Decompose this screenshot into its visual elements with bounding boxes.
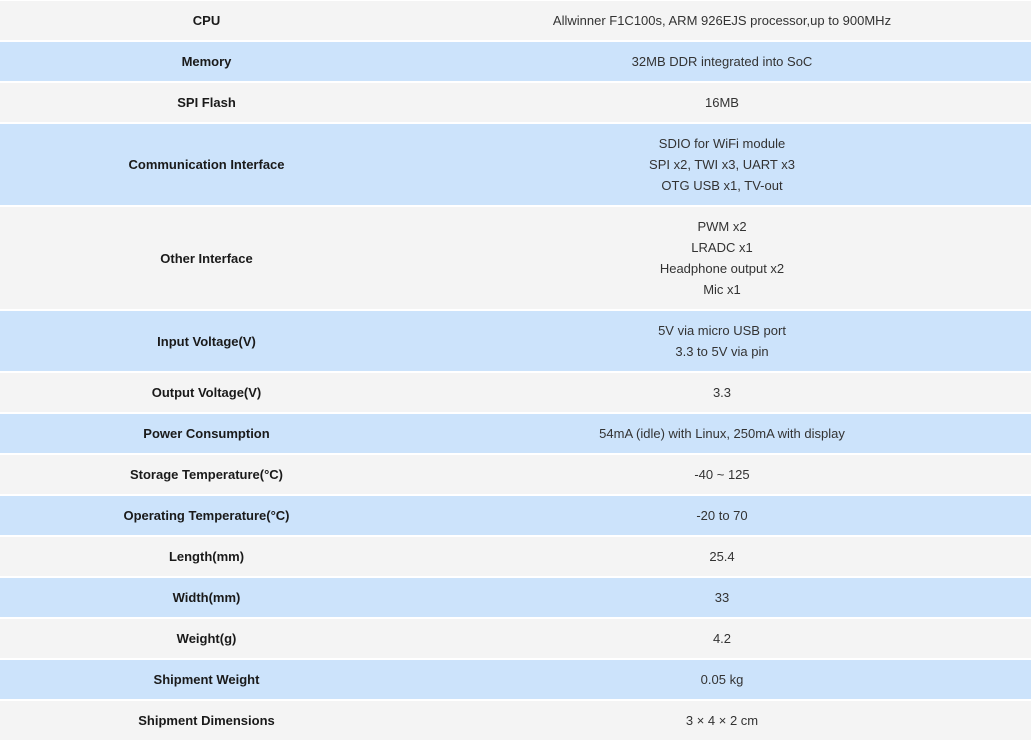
row-label: Output Voltage(V) [0,372,413,413]
row-label: Memory [0,41,413,82]
row-label: Shipment Dimensions [0,700,413,741]
row-value [413,618,1031,659]
row-label: Other Interface [0,206,413,310]
table-row [0,618,1031,659]
value-line: 5V via micro USB port [658,323,786,338]
row-label: Length(mm) [0,536,413,577]
value-line: 4.2 [712,631,732,646]
row-label: Weight(g) [0,618,413,659]
value-line: 3 × 4 × 2 cm [685,713,759,728]
row-label: Storage Temperature(°C) [0,454,413,495]
row-label: Input Voltage(V) [0,310,413,372]
row-value [413,413,1031,454]
value-line: 32MB DDR integrated into SoC [631,54,813,69]
row-label: Power Consumption [0,413,413,454]
row-label: Width(mm) [0,577,413,618]
value-line: -20 to 70 [696,508,748,523]
value-line: 0.05 kg [700,672,744,687]
row-value [413,372,1031,413]
value-line: 3.3 [712,385,732,400]
value-line: LRADC x1 [691,240,753,255]
row-label: Communication Interface [0,123,413,206]
row-value [413,123,1031,206]
value-line: 54mA (idle) with Linux, 250mA with display [599,426,845,441]
table-row [0,123,1031,206]
table-row [0,577,1031,618]
table-row [0,495,1031,536]
table-row [0,41,1031,82]
table-row [0,372,1031,413]
table-row [0,413,1031,454]
table-row [0,700,1031,741]
table-row [0,206,1031,310]
value-line: SDIO for WiFi module [658,136,786,151]
value-line: -40 ~ 125 [694,467,750,482]
table-row [0,0,1031,41]
value-line: 3.3 to 5V via pin [675,344,769,359]
row-label: SPI Flash [0,82,413,123]
table-row [0,454,1031,495]
row-value [413,0,1031,41]
row-label: Operating Temperature(°C) [0,495,413,536]
row-value [413,206,1031,310]
value-line: 33 [714,590,730,605]
value-line: Allwinner F1C100s, ARM 926EJS processor,up to 900MHz [552,13,892,28]
value-line: Mic x1 [703,282,741,297]
table-row [0,659,1031,700]
value-line: PWM x2 [697,219,747,234]
row-value [413,536,1031,577]
table-row [0,82,1031,123]
value-line: Headphone output x2 [659,261,785,276]
row-value [413,577,1031,618]
value-line: SPI x2, TWI x3, UART x3 [649,157,795,172]
row-value [413,700,1031,741]
row-value [413,659,1031,700]
row-label: CPU [0,0,413,41]
table-row [0,536,1031,577]
table-row [0,310,1031,372]
value-line: OTG USB x1, TV-out [661,178,783,193]
value-line: 16MB [705,95,739,110]
row-value [413,41,1031,82]
row-label: Shipment Weight [0,659,413,700]
row-value [413,82,1031,123]
row-value [413,454,1031,495]
row-value [413,495,1031,536]
value-line: 25.4 [709,549,735,564]
row-value [413,310,1031,372]
